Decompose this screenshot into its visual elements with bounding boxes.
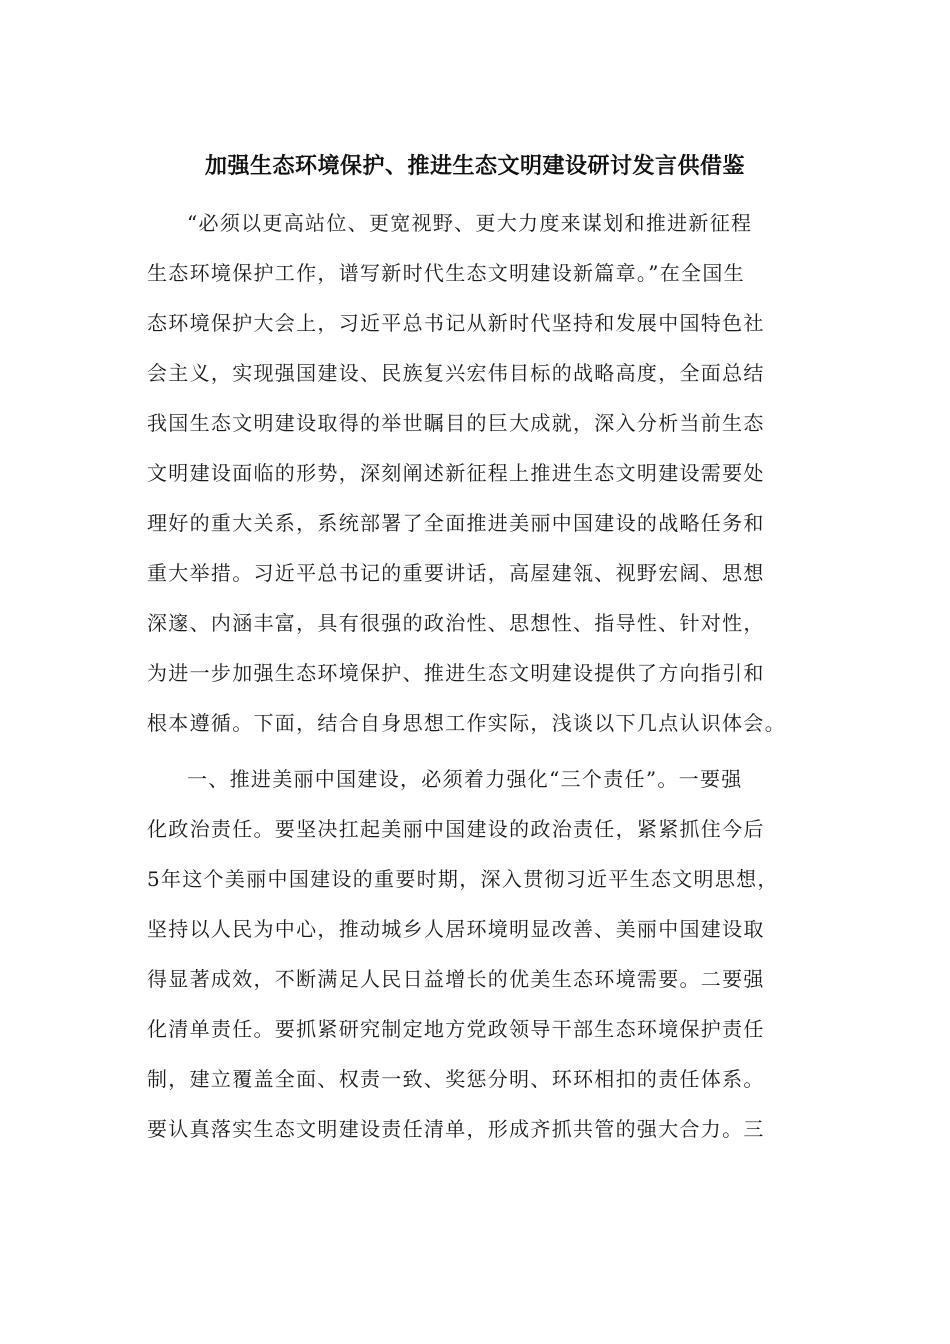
paragraph-1-line-10: 为进一步加强生态环境保护、推进生态文明建设提供了方向指引和: [147, 661, 765, 685]
paragraph-1-line-7: 理好的重大关系，系统部署了全面推进美丽中国建设的战略任务和: [147, 511, 765, 535]
paragraph-1-line-3: 态环境保护大会上，习近平总书记从新时代坚持和发展中国特色社: [147, 311, 765, 335]
paragraph-1-line-1: “必须以更高站位、更宽视野、更大力度来谋划和推进新征程: [187, 211, 753, 235]
document-title: 加强生态环境保护、推进生态文明建设研讨发言供借鉴: [204, 153, 745, 179]
paragraph-2-line-5: 得显著成效，不断满足人民日益增长的优美生态环境需要。二要强: [147, 967, 765, 991]
paragraph-1-line-5: 我国生态文明建设取得的举世瞩目的巨大成就，深入分析当前生态: [147, 411, 765, 435]
paragraph-1-line-9: 深邃、内涵丰富，具有很强的政治性、思想性、指导性、针对性，: [147, 611, 765, 635]
paragraph-2-line-1: 一、推进美丽中国建设，必须着力强化“三个责任”。一要强: [187, 767, 743, 791]
paragraph-1-line-8: 重大举措。习近平总书记的重要讲话，高屋建瓴、视野宏阔、思想: [147, 561, 765, 585]
paragraph-2-line-2: 化政治责任。要坚决扛起美丽中国建设的政治责任，紧紧抓住今后: [147, 817, 765, 841]
paragraph-1-line-4: 会主义，实现强国建设、民族复兴宏伟目标的战略高度，全面总结: [147, 361, 765, 385]
paragraph-2-line-7: 制，建立覆盖全面、权责一致、奖惩分明、环环相扣的责任体系。: [147, 1067, 765, 1091]
paragraph-2-line-4: 坚持以人民为中心，推动城乡人居环境明显改善、美丽中国建设取: [147, 917, 765, 941]
paragraph-1-line-11: 根本遵循。下面，结合自身思想工作实际，浅谈以下几点认识体会。: [147, 711, 786, 735]
paragraph-2-line-6: 化清单责任。要抓紧研究制定地方党政领导干部生态环境保护责任: [147, 1017, 765, 1041]
paragraph-2-line-8: 要认真落实生态文明建设责任清单，形成齐抓共管的强大合力。三: [147, 1117, 765, 1141]
paragraph-1-line-2: 生态环境保护工作，谱写新时代生态文明建设新篇章。”在全国生: [147, 261, 745, 285]
paragraph-1-line-6: 文明建设面临的形势，深刻阐述新征程上推进生态文明建设需要处: [147, 461, 765, 485]
paragraph-2-line-3: 5年这个美丽中国建设的重要时期，深入贯彻习近平生态文明思想，: [147, 867, 779, 891]
